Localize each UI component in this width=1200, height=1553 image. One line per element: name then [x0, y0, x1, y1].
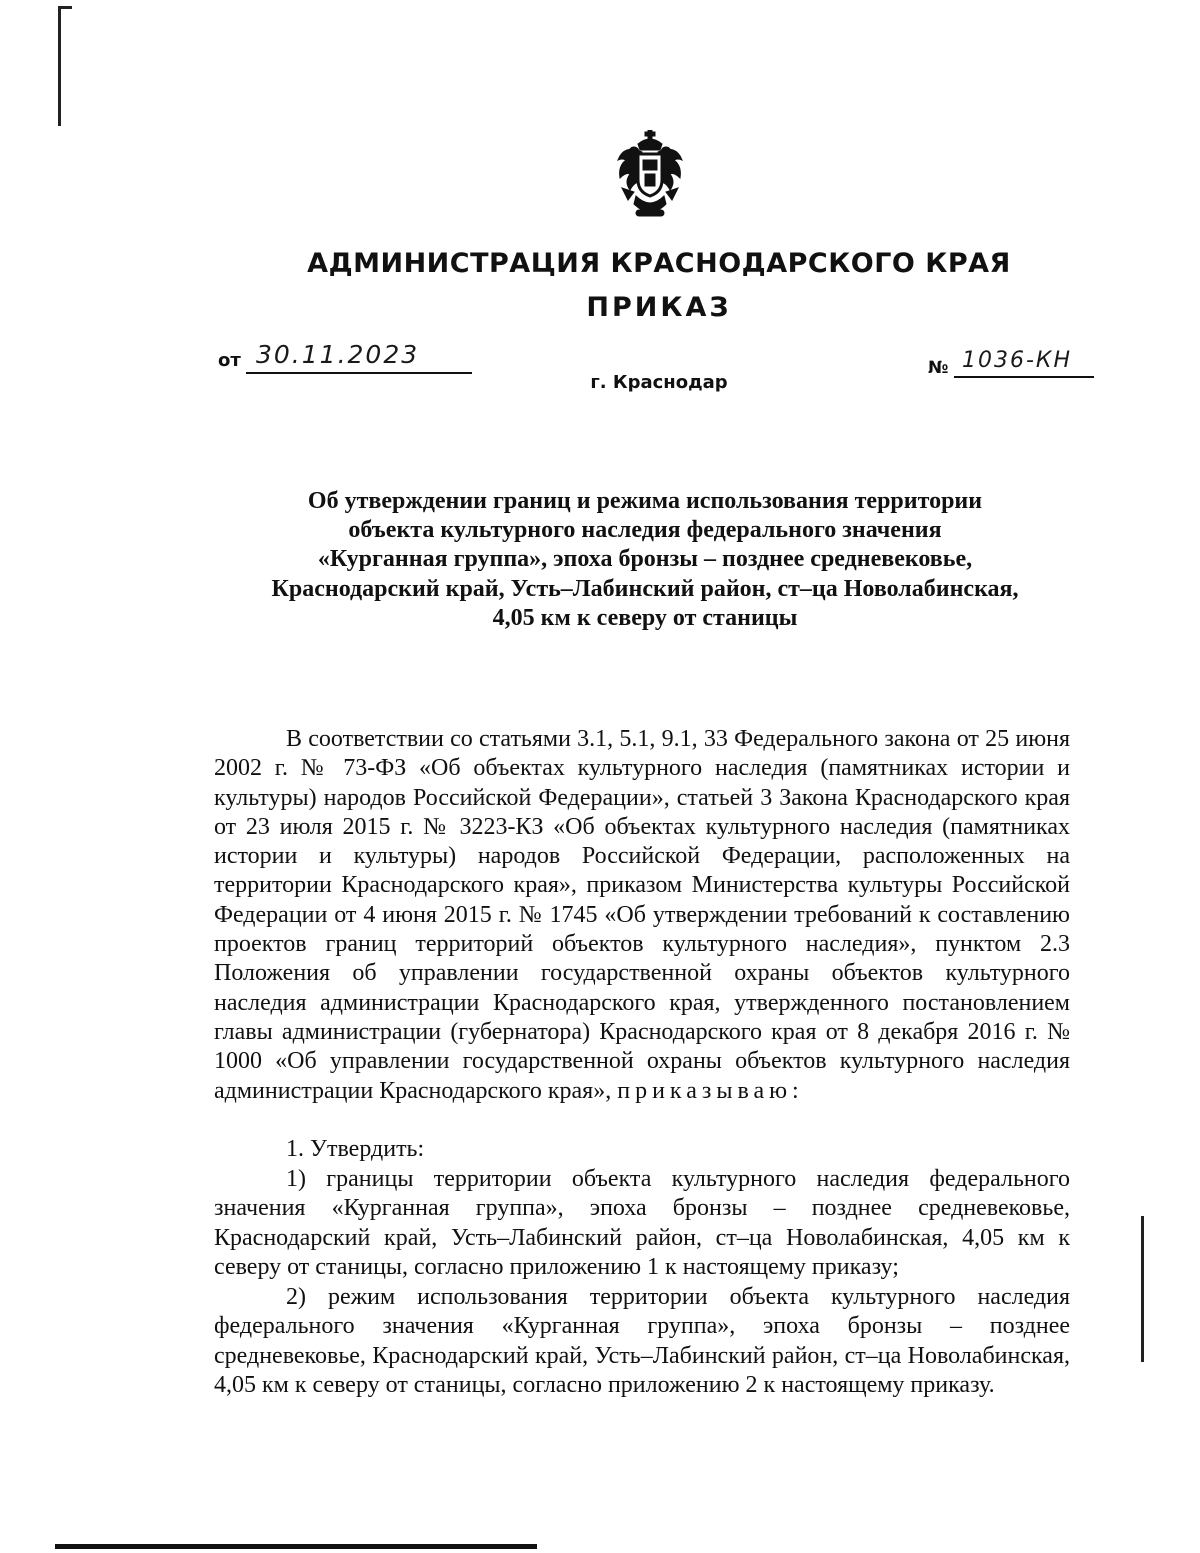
- document-type: ПРИКАЗ: [586, 292, 732, 323]
- title-line: «Курганная группа», эпоха бронзы – позднее средневековье,: [317, 546, 973, 573]
- organization-name: АДМИНИСТРАЦИЯ КРАСНОДАРСКОГО КРАЯ: [307, 248, 1011, 279]
- number-value: 1036-КН: [962, 348, 1073, 373]
- date-prefix: от: [218, 350, 241, 371]
- number-prefix: №: [928, 358, 949, 378]
- number-underline: [954, 376, 1094, 378]
- document-number: [928, 348, 1098, 382]
- title-line: объекта культурного наследия федерального значения: [348, 517, 942, 544]
- order-subitem-1: 1) границы территории объекта культурного наследия федерального значения «Курганная группа», эпоха бронзы – позднее средневековье, Краснодарский край, Усть–Лабинский район, ст–ца Новолабинская, 4,05 км к северу от станицы, согласно приложению 1 к настоящему приказу;: [214, 1166, 1070, 1280]
- document-title: [220, 487, 1070, 633]
- preamble-text: В соответствии со статьями 3.1, 5.1, 9.1, 33 Федерального закона от 25 июня 2002 г. № 73-ФЗ «Об объектах культурного наследия (памятниках истории и культуры) народов Российской Федерации», статьей 3 Закона Краснодарского края от 23 июля 2015 г. № 3223-КЗ «Об объектах культурного наследия (памятниках истории и культуры) народов Российской Федерации, расположенных на территории Краснодарского края», приказом Министерства культуры Российской Федерации от 4 июня 2015 г. № 1745 «Об утверждении требований к составлению проектов границ территорий объектов культурного наследия», пунктом 2.3 Положения об управлении государственной охраны объектов культурного наследия администрации Краснодарского края, утвержденного постановлением главы администрации (губернатора) Краснодарского края от 8 декабря 2016 г. № 1000 «Об управлении государственной охраны объектов культурного наследия администрации Краснодарского края»,: [214, 726, 1070, 1104]
- order-word: приказываю:: [617, 1077, 804, 1104]
- title-line: Об утверждении границ и режима использования территории: [307, 488, 983, 514]
- order-subitem-2: 2) режим использования территории объекта культурного наследия федерального значения «Курганная группа», эпоха бронзы – позднее средневековье, Краснодарский край, Усть–Лабинский район, ст–ца Новолабинская, 4,05 км к северу от станицы, согласно приложению 2 к настоящему приказу.: [214, 1284, 1070, 1398]
- scan-margin-mark-right: [1141, 1216, 1144, 1362]
- coat-of-arms-icon: [612, 130, 688, 220]
- document-date: [218, 342, 478, 374]
- date-value: 30.11.2023: [256, 340, 420, 369]
- title-line: Краснодарский край, Усть–Лабинский район, ст–ца Новолабинская,: [271, 575, 1019, 602]
- scan-margin-mark-bottom: [55, 1544, 537, 1549]
- issue-city: г. Краснодар: [590, 372, 728, 393]
- order-item-1: 1. Утвердить:: [286, 1136, 425, 1162]
- scan-border-mark-left: [58, 6, 61, 126]
- title-line: 4,05 км к северу от станицы: [492, 604, 798, 631]
- preamble-paragraph: [214, 725, 1070, 1106]
